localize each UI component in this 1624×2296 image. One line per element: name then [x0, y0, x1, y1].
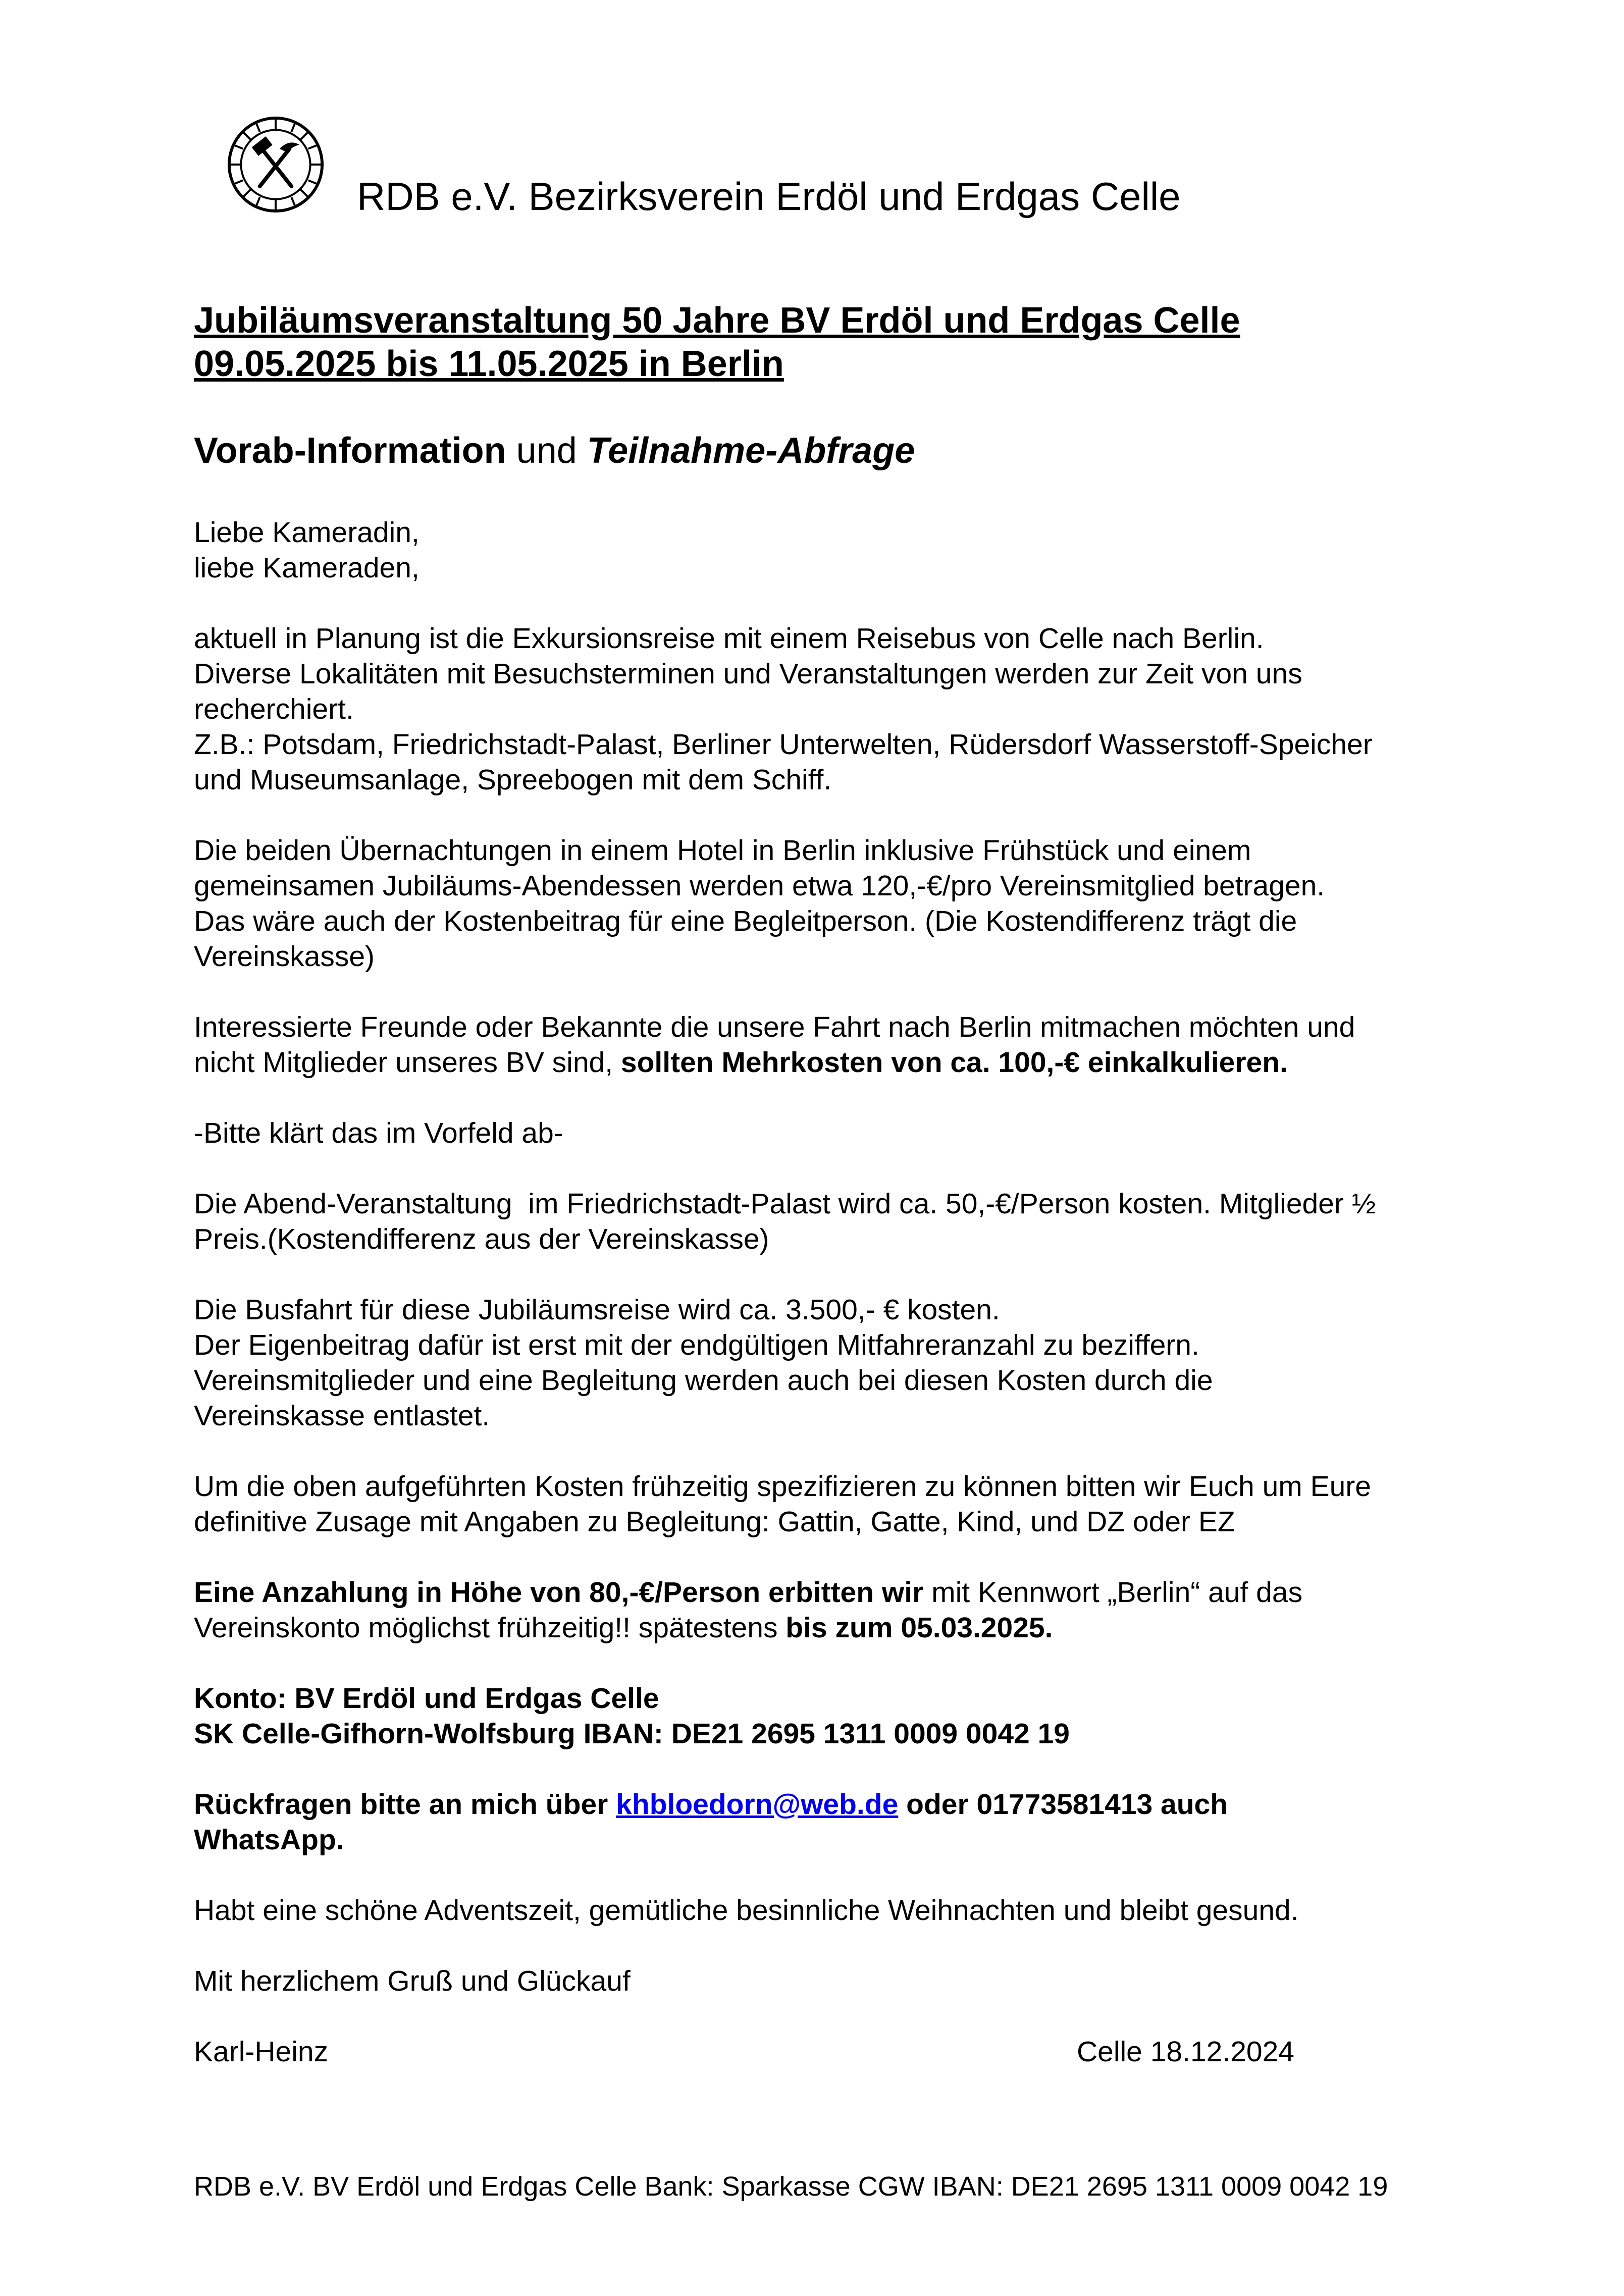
text-line: WhatsApp. [194, 1824, 344, 1856]
text-line: definitive Zusage mit Angaben zu Begleitung: Gattin, Gatte, Kind, und DZ oder EZ [194, 1506, 1235, 1538]
signature-row [194, 2034, 1294, 2069]
text-line: Vereinsmitglieder und eine Begleitung werden auch bei diesen Kosten durch die [194, 1364, 1213, 1397]
paragraph-bus [194, 1292, 1486, 1433]
text-line: nicht Mitglieder unseres BV sind, [194, 1046, 621, 1079]
subtitle-part-1: Vorab-Information [194, 431, 506, 471]
account-holder: Konto: BV Erdöl und Erdgas Celle [194, 1682, 659, 1715]
text-line: Die Busfahrt für diese Jubiläumsreise wird ca. 3.500,- € kosten. [194, 1294, 1000, 1326]
subtitle-part-3: Teilnahme-Abfrage [587, 431, 915, 471]
page-footer: RDB e.V. BV Erdöl und Erdgas Celle Bank: Sparkasse CGW IBAN: DE21 2695 1311 0009 0042 19 [194, 2171, 1388, 2202]
deposit-amount: Eine Anzahlung in Höhe von 80,-€/Person erbitten wir [194, 1576, 924, 1609]
extra-cost-note: sollten Mehrkosten von ca. 100,-€ einkalkulieren. [620, 1046, 1288, 1079]
email-link[interactable]: khbloedorn@web.de [616, 1788, 899, 1821]
title-line-2: 09.05.2025 bis 11.05.2025 in Berlin [194, 344, 784, 384]
document-title [194, 299, 1486, 386]
title-line-1: Jubiläumsveranstaltung 50 Jahre BV Erdöl und Erdgas Celle [194, 300, 1240, 341]
paragraph-hotel [194, 833, 1486, 974]
text-line: Vereinskasse) [194, 940, 375, 973]
text-line: Vereinskasse entlastet. [194, 1400, 490, 1432]
letter-body [194, 299, 1486, 2069]
paragraph-contact [194, 1787, 1486, 1857]
text-line: Rückfragen bitte an mich über [194, 1788, 616, 1821]
org-logo [226, 115, 325, 214]
text-line: Z.B.: Potsdam, Friedrichstadt-Palast, Berliner Unterwelten, Rüdersdorf Wasserstoff-Speicher [194, 728, 1373, 761]
greeting-line-2: liebe Kameraden, [194, 552, 420, 584]
text-line: Preis.(Kostendifferenz aus der Vereinskasse) [194, 1223, 769, 1255]
paragraph-planning [194, 621, 1486, 797]
text-line: Das wäre auch der Kostenbeitrag für eine Begleitperson. (Die Kostendifferenz trägt die [194, 905, 1297, 937]
text-line: und Museumsanlage, Spreebogen mit dem Schiff. [194, 764, 832, 796]
paragraph-deposit [194, 1575, 1486, 1645]
deposit-deadline: bis zum 05.03.2025. [785, 1612, 1053, 1644]
signature-name: Karl-Heinz [194, 2036, 329, 2068]
document-subtitle [194, 429, 1486, 472]
subtitle-part-2: und [506, 431, 587, 471]
paragraph-confirmation [194, 1469, 1486, 1539]
text-line: Diverse Lokalitäten mit Besuchsterminen und Veranstaltungen werden zur Zeit von uns [194, 658, 1302, 690]
text-line: Die beiden Übernachtungen in einem Hotel in Berlin inklusive Frühstück und einem [194, 834, 1251, 867]
paragraph-clarify: -Bitte klärt das im Vorfeld ab- [194, 1117, 563, 1149]
paragraph-guests [194, 1009, 1486, 1080]
org-header: RDB e.V. Bezirksverein Erdöl und Erdgas Celle [357, 174, 1181, 219]
paragraph-wishes: Habt eine schöne Adventszeit, gemütliche besinnliche Weihnachten und bleibt gesund. [194, 1894, 1299, 1927]
paragraph-closing: Mit herzlichem Gruß und Glückauf [194, 1965, 631, 1997]
text-line: mit Kennwort „Berlin“ auf das [923, 1576, 1303, 1609]
paragraph-evening-event [194, 1186, 1486, 1257]
text-line: oder 01773581413 auch [898, 1788, 1228, 1821]
hammer-and-pick-seal-icon [226, 115, 325, 214]
text-line: Vereinskonto möglichst frühzeitig!! spätestens [194, 1612, 786, 1644]
account-iban: SK Celle-Gifhorn-Wolfsburg IBAN: DE21 2695 1311 0009 0042 19 [194, 1718, 1070, 1750]
text-line: Die Abend-Veranstaltung im Friedrichstadt-Palast wird ca. 50,-€/Person kosten. Mitglieder ½ [194, 1188, 1376, 1220]
greeting [194, 515, 1486, 585]
paragraph-account [194, 1681, 1486, 1751]
signature-place-date: Celle 18.12.2024 [1076, 2036, 1294, 2068]
text-line: Der Eigenbeitrag dafür ist erst mit der endgültigen Mitfahreranzahl zu beziffern. [194, 1329, 1199, 1361]
text-line: recherchiert. [194, 693, 354, 725]
text-line: gemeinsamen Jubiläums-Abendessen werden etwa 120,-€/pro Vereinsmitglied betragen. [194, 870, 1325, 902]
greeting-line-1: Liebe Kameradin, [194, 516, 420, 549]
text-line: aktuell in Planung ist die Exkursionsreise mit einem Reisebus von Celle nach Berlin. [194, 622, 1264, 655]
text-line: Um die oben aufgeführten Kosten frühzeitig spezifizieren zu können bitten wir Euch um Eure [194, 1470, 1371, 1503]
text-line: Interessierte Freunde oder Bekannte die unsere Fahrt nach Berlin mitmachen möchten und [194, 1011, 1355, 1043]
